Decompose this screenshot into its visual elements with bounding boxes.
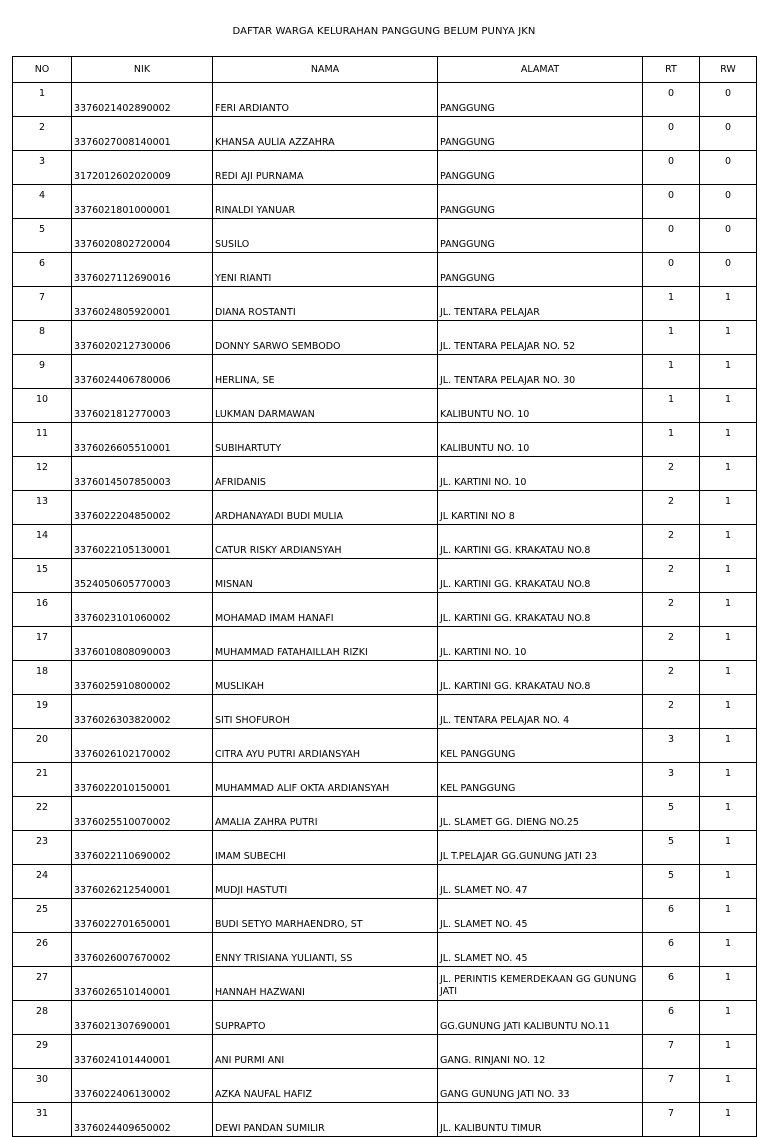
- cell-nik: 3376021812770003: [72, 389, 213, 423]
- table-row: [13, 559, 757, 593]
- cell-nik: 3376022105130001: [72, 525, 213, 559]
- cell-no: 8: [13, 321, 72, 355]
- table-row: [13, 593, 757, 627]
- cell-alamat: JL. KARTINI NO. 10: [438, 627, 643, 661]
- cell-nik: 3172012602020009: [72, 151, 213, 185]
- cell-rw: 1: [700, 355, 757, 389]
- cell-rt: 6: [643, 899, 700, 933]
- cell-rw: 1: [700, 831, 757, 865]
- cell-no: 25: [13, 899, 72, 933]
- cell-nama: HANNAH HAZWANI: [213, 967, 438, 1001]
- cell-no: 14: [13, 525, 72, 559]
- cell-nama: CATUR RISKY ARDIANSYAH: [213, 525, 438, 559]
- cell-nama: MUHAMMAD ALIF OKTA ARDIANSYAH: [213, 763, 438, 797]
- cell-alamat: KEL PANGGUNG: [438, 763, 643, 797]
- cell-no: 30: [13, 1069, 72, 1103]
- cell-nik: 3376022010150001: [72, 763, 213, 797]
- cell-no: 9: [13, 355, 72, 389]
- cell-alamat: KALIBUNTU NO. 10: [438, 389, 643, 423]
- header-alamat: ALAMAT: [438, 57, 643, 83]
- cell-nama: SITI SHOFUROH: [213, 695, 438, 729]
- header-nama: NAMA: [213, 57, 438, 83]
- table-row: [13, 627, 757, 661]
- cell-no: 22: [13, 797, 72, 831]
- table-row: [13, 865, 757, 899]
- cell-no: 4: [13, 185, 72, 219]
- cell-rw: 1: [700, 389, 757, 423]
- table-row: [13, 457, 757, 491]
- cell-rw: 1: [700, 627, 757, 661]
- cell-rt: 1: [643, 321, 700, 355]
- cell-alamat: GANG. RINJANI NO. 12: [438, 1035, 643, 1069]
- table-row: [13, 831, 757, 865]
- header-rw: RW: [700, 57, 757, 83]
- cell-nama: DEWI PANDAN SUMILIR: [213, 1103, 438, 1137]
- cell-nik: 3376022701650001: [72, 899, 213, 933]
- cell-rt: 2: [643, 593, 700, 627]
- cell-rt: 2: [643, 627, 700, 661]
- table-row: [13, 423, 757, 457]
- cell-no: 26: [13, 933, 72, 967]
- cell-alamat: JL. SLAMET NO. 47: [438, 865, 643, 899]
- cell-no: 3: [13, 151, 72, 185]
- cell-nama: MISNAN: [213, 559, 438, 593]
- cell-no: 10: [13, 389, 72, 423]
- cell-rw: 1: [700, 457, 757, 491]
- cell-nik: 3376020802720004: [72, 219, 213, 253]
- cell-nik: 3376022204850002: [72, 491, 213, 525]
- table-row: [13, 933, 757, 967]
- cell-rw: 0: [700, 151, 757, 185]
- table-row: [13, 967, 757, 1001]
- cell-alamat: JL. TENTARA PELAJAR NO. 30: [438, 355, 643, 389]
- cell-nik: 3376027008140001: [72, 117, 213, 151]
- cell-rt: 0: [643, 151, 700, 185]
- table-row: [13, 287, 757, 321]
- cell-nama: SUBIHARTUTY: [213, 423, 438, 457]
- cell-rw: 1: [700, 899, 757, 933]
- cell-rw: 1: [700, 423, 757, 457]
- cell-nama: AMALIA ZAHRA PUTRI: [213, 797, 438, 831]
- header-nik: NIK: [72, 57, 213, 83]
- cell-nik: 3376010808090003: [72, 627, 213, 661]
- cell-nama: FERI ARDIANTO: [213, 83, 438, 117]
- cell-rw: 1: [700, 1001, 757, 1035]
- cell-rt: 0: [643, 253, 700, 287]
- cell-alamat: JL KARTINI NO 8: [438, 491, 643, 525]
- cell-nik: 3376024101440001: [72, 1035, 213, 1069]
- cell-nik: 3376026510140001: [72, 967, 213, 1001]
- table-row: [13, 1103, 757, 1137]
- cell-nama: MOHAMAD IMAM HANAFI: [213, 593, 438, 627]
- cell-rt: 5: [643, 797, 700, 831]
- cell-alamat: JL. SLAMET NO. 45: [438, 899, 643, 933]
- cell-rt: 6: [643, 967, 700, 1001]
- cell-alamat: JL T.PELAJAR GG.GUNUNG JATI 23: [438, 831, 643, 865]
- cell-nik: 3376021801000001: [72, 185, 213, 219]
- cell-rt: 2: [643, 559, 700, 593]
- table-row: [13, 1035, 757, 1069]
- cell-no: 2: [13, 117, 72, 151]
- cell-alamat: JL. KARTINI GG. KRAKATAU NO.8: [438, 525, 643, 559]
- cell-alamat: JL. TENTARA PELAJAR NO. 52: [438, 321, 643, 355]
- cell-nik: 3376025910800002: [72, 661, 213, 695]
- cell-rt: 7: [643, 1035, 700, 1069]
- table-row: [13, 695, 757, 729]
- cell-rw: 1: [700, 1035, 757, 1069]
- cell-rt: 6: [643, 933, 700, 967]
- cell-rw: 0: [700, 185, 757, 219]
- cell-rt: 2: [643, 457, 700, 491]
- cell-nama: ANI PURMI ANI: [213, 1035, 438, 1069]
- cell-nik: 3376014507850003: [72, 457, 213, 491]
- table-row: [13, 1069, 757, 1103]
- table-row: [13, 355, 757, 389]
- cell-alamat: PANGGUNG: [438, 253, 643, 287]
- table-header: [13, 57, 757, 83]
- header-rt: RT: [643, 57, 700, 83]
- cell-rw: 1: [700, 321, 757, 355]
- cell-no: 27: [13, 967, 72, 1001]
- cell-alamat: JL. TENTARA PELAJAR: [438, 287, 643, 321]
- table-row: [13, 185, 757, 219]
- cell-rt: 5: [643, 831, 700, 865]
- table-row: [13, 83, 757, 117]
- cell-rt: 1: [643, 423, 700, 457]
- cell-rw: 1: [700, 661, 757, 695]
- cell-nik: 3376026303820002: [72, 695, 213, 729]
- table-row: [13, 151, 757, 185]
- cell-rt: 0: [643, 117, 700, 151]
- cell-nik: 3376024805920001: [72, 287, 213, 321]
- header-no: NO: [13, 57, 72, 83]
- cell-nama: AFRIDANIS: [213, 457, 438, 491]
- cell-no: 21: [13, 763, 72, 797]
- cell-rt: 7: [643, 1069, 700, 1103]
- table-row: [13, 729, 757, 763]
- cell-no: 15: [13, 559, 72, 593]
- cell-nik: 3524050605770003: [72, 559, 213, 593]
- cell-no: 23: [13, 831, 72, 865]
- cell-no: 11: [13, 423, 72, 457]
- cell-nama: MUSLIKAH: [213, 661, 438, 695]
- cell-rt: 5: [643, 865, 700, 899]
- cell-no: 17: [13, 627, 72, 661]
- cell-nik: 3376020212730006: [72, 321, 213, 355]
- table-row: [13, 899, 757, 933]
- cell-rt: 2: [643, 491, 700, 525]
- cell-no: 1: [13, 83, 72, 117]
- cell-nama: HERLINA, SE: [213, 355, 438, 389]
- cell-alamat: PANGGUNG: [438, 185, 643, 219]
- cell-alamat: JL. PERINTIS KEMERDEKAAN GG GUNUNG JATI: [438, 967, 643, 1001]
- cell-nik: 3376026007670002: [72, 933, 213, 967]
- cell-no: 7: [13, 287, 72, 321]
- cell-nama: REDI AJI PURNAMA: [213, 151, 438, 185]
- cell-alamat: PANGGUNG: [438, 151, 643, 185]
- cell-rt: 1: [643, 389, 700, 423]
- citizen-table: [12, 56, 757, 1137]
- cell-no: 18: [13, 661, 72, 695]
- cell-no: 29: [13, 1035, 72, 1069]
- cell-nik: 3376021402890002: [72, 83, 213, 117]
- table-row: [13, 763, 757, 797]
- cell-rt: 3: [643, 729, 700, 763]
- cell-nik: 3376022406130002: [72, 1069, 213, 1103]
- cell-rw: 1: [700, 525, 757, 559]
- cell-alamat: KALIBUNTU NO. 10: [438, 423, 643, 457]
- cell-rw: 1: [700, 933, 757, 967]
- cell-nama: DONNY SARWO SEMBODO: [213, 321, 438, 355]
- cell-nama: SUPRAPTO: [213, 1001, 438, 1035]
- cell-nik: 3376025510070002: [72, 797, 213, 831]
- cell-no: 20: [13, 729, 72, 763]
- cell-nama: DIANA ROSTANTI: [213, 287, 438, 321]
- cell-rw: 1: [700, 491, 757, 525]
- cell-no: 19: [13, 695, 72, 729]
- cell-nama: ENNY TRISIANA YULIANTI, SS: [213, 933, 438, 967]
- cell-nama: LUKMAN DARMAWAN: [213, 389, 438, 423]
- cell-nik: 3376027112690016: [72, 253, 213, 287]
- cell-rw: 0: [700, 253, 757, 287]
- cell-nama: SUSILO: [213, 219, 438, 253]
- cell-nama: KHANSA AULIA AZZAHRA: [213, 117, 438, 151]
- table-row: [13, 797, 757, 831]
- cell-rt: 2: [643, 695, 700, 729]
- cell-rt: 7: [643, 1103, 700, 1137]
- cell-nama: CITRA AYU PUTRI ARDIANSYAH: [213, 729, 438, 763]
- table-row: [13, 1001, 757, 1035]
- cell-nama: MUHAMMAD FATAHAILLAH RIZKI: [213, 627, 438, 661]
- cell-alamat: JL. KARTINI NO. 10: [438, 457, 643, 491]
- table-row: [13, 661, 757, 695]
- cell-alamat: PANGGUNG: [438, 83, 643, 117]
- cell-nama: YENI RIANTI: [213, 253, 438, 287]
- cell-rt: 6: [643, 1001, 700, 1035]
- cell-alamat: PANGGUNG: [438, 117, 643, 151]
- table-row: [13, 219, 757, 253]
- cell-nik: 3376023101060002: [72, 593, 213, 627]
- cell-rw: 1: [700, 559, 757, 593]
- table-row: [13, 117, 757, 151]
- cell-nama: BUDI SETYO MARHAENDRO, ST: [213, 899, 438, 933]
- cell-rw: 1: [700, 695, 757, 729]
- cell-alamat: JL. KARTINI GG. KRAKATAU NO.8: [438, 661, 643, 695]
- cell-nik: 3376024406780006: [72, 355, 213, 389]
- cell-rt: 0: [643, 185, 700, 219]
- header-row: [13, 57, 757, 83]
- cell-rw: 1: [700, 1103, 757, 1137]
- cell-rt: 1: [643, 287, 700, 321]
- table-body: [13, 83, 757, 1137]
- cell-nik: 3376026102170002: [72, 729, 213, 763]
- cell-rw: 1: [700, 865, 757, 899]
- cell-nama: IMAM SUBECHI: [213, 831, 438, 865]
- cell-rt: 2: [643, 525, 700, 559]
- cell-alamat: JL. TENTARA PELAJAR NO. 4: [438, 695, 643, 729]
- cell-rw: 1: [700, 797, 757, 831]
- cell-nama: AZKA NAUFAL HAFIZ: [213, 1069, 438, 1103]
- cell-rw: 1: [700, 967, 757, 1001]
- cell-alamat: JL. KALIBUNTU TIMUR: [438, 1103, 643, 1137]
- cell-nama: ARDHANAYADI BUDI MULIA: [213, 491, 438, 525]
- cell-nik: 3376022110690002: [72, 831, 213, 865]
- cell-rw: 1: [700, 593, 757, 627]
- table-row: [13, 491, 757, 525]
- cell-nik: 3376026212540001: [72, 865, 213, 899]
- cell-alamat: PANGGUNG: [438, 219, 643, 253]
- cell-rw: 0: [700, 83, 757, 117]
- cell-rt: 2: [643, 661, 700, 695]
- cell-alamat: JL. KARTINI GG. KRAKATAU NO.8: [438, 593, 643, 627]
- cell-nik: 3376021307690001: [72, 1001, 213, 1035]
- cell-rw: 0: [700, 117, 757, 151]
- cell-rw: 0: [700, 219, 757, 253]
- cell-rw: 1: [700, 287, 757, 321]
- document-title: DAFTAR WARGA KELURAHAN PANGGUNG BELUM PUNYA JKN: [232, 26, 536, 37]
- table-row: [13, 389, 757, 423]
- cell-alamat: JL. SLAMET NO. 45: [438, 933, 643, 967]
- table-row: [13, 525, 757, 559]
- cell-rt: 0: [643, 219, 700, 253]
- cell-nama: RINALDI YANUAR: [213, 185, 438, 219]
- cell-alamat: GANG GUNUNG JATI NO. 33: [438, 1069, 643, 1103]
- cell-nik: 3376026605510001: [72, 423, 213, 457]
- cell-rt: 0: [643, 83, 700, 117]
- cell-alamat: JL. SLAMET GG. DIENG NO.25: [438, 797, 643, 831]
- cell-rw: 1: [700, 1069, 757, 1103]
- cell-nik: 3376024409650002: [72, 1103, 213, 1137]
- cell-rt: 1: [643, 355, 700, 389]
- cell-no: 6: [13, 253, 72, 287]
- cell-rw: 1: [700, 763, 757, 797]
- cell-no: 16: [13, 593, 72, 627]
- table-row: [13, 321, 757, 355]
- cell-no: 13: [13, 491, 72, 525]
- table-row: [13, 253, 757, 287]
- cell-rt: 3: [643, 763, 700, 797]
- cell-rw: 1: [700, 729, 757, 763]
- cell-no: 24: [13, 865, 72, 899]
- cell-alamat: GG.GUNUNG JATI KALIBUNTU NO.11: [438, 1001, 643, 1035]
- cell-nama: MUDJI HASTUTI: [213, 865, 438, 899]
- cell-no: 5: [13, 219, 72, 253]
- cell-alamat: KEL PANGGUNG: [438, 729, 643, 763]
- cell-no: 28: [13, 1001, 72, 1035]
- cell-alamat: JL. KARTINI GG. KRAKATAU NO.8: [438, 559, 643, 593]
- cell-no: 12: [13, 457, 72, 491]
- cell-no: 31: [13, 1103, 72, 1137]
